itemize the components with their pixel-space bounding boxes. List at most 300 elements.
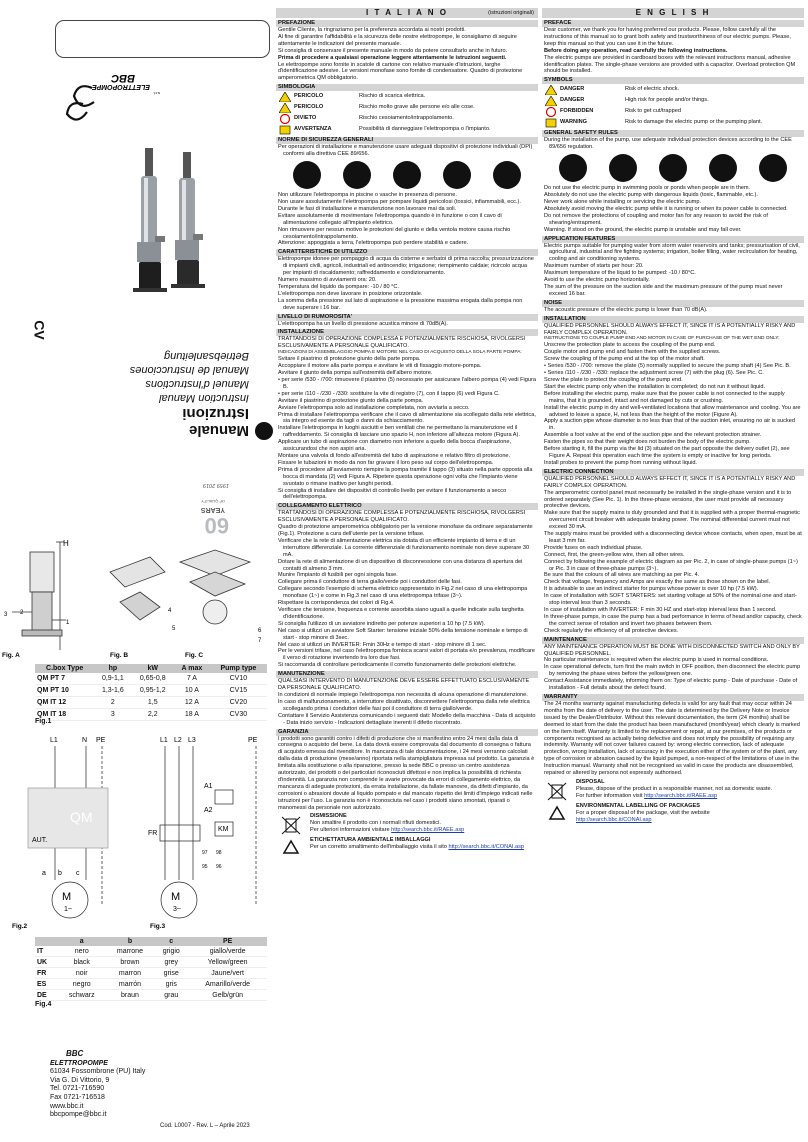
symbol-row (542, 95, 804, 106)
list-item: Avvitare il giunto della pompa sull'estremità dell'albero motore. (278, 370, 433, 377)
w-l1: L1 (50, 737, 58, 744)
cell: 0,9-1,1 (94, 673, 131, 685)
section-title: NOISE (542, 300, 804, 307)
symbol-row (542, 117, 804, 128)
note-text: INSTRUCTIONS TO COUPLE PUMP END AND MOTOR IN CASE OF PURCHASE OF THE WET END ONLY: (544, 336, 780, 342)
section-title: APPLICATION FEATURES (542, 236, 804, 243)
forbidden-icon (545, 107, 557, 117)
cell: 0,65-0,8 (131, 673, 174, 685)
list-item: Check that voltage, frequency and Amps are exactly the same as those shown on the label. (544, 579, 771, 586)
list-item: In case of installation with INVERTER: F min 30 HZ and start-stop interval less than 1 second. (544, 607, 777, 613)
conai-link[interactable]: http://search.bbc.it/CONAI.asp (448, 844, 525, 851)
symbol-label: PERICOLO (294, 93, 324, 100)
list-item: Non utilizzare l'elettropompa in piscine o vasche in presenza di persone. (278, 192, 457, 199)
list-item: Absolutely do not use the electric pump with dangerous liquids (toxic, flammable, etc.). (544, 192, 758, 199)
paragraph: Al fine di garantire l'affidabilità e la sicurezza delle nostre elettropompe, le consigliamo di seguire attentamente le indicazioni del presente manuale. (278, 33, 517, 47)
list-item: Avvitare il piastrino di protezione giunto della parte pompa. (278, 397, 424, 404)
list-item: In case of installation with SOFT STARTERS: set starting voltage at 50% of the nominal one and start-stop interval less than 3 seconds. (544, 593, 797, 607)
cell: QM PT 7 (35, 673, 94, 685)
list-item: Maximum number of starts per hour: 20. (544, 263, 644, 270)
goggles-icon (493, 161, 521, 189)
paragraph: Gentile Cliente, la ringraziamo per la preferenza accordata ai nostri prodotti. (278, 27, 466, 33)
w-b: b (58, 870, 62, 877)
paragraph: Non smaltire il prodotto con i normali rifiuti domestici. (310, 820, 441, 827)
list-item: Si consiglia l'utilizzo di un avviatore indiretto per potenze superiori a 10 hp (7.5 kW). (278, 620, 486, 627)
cell: 10 A (174, 685, 210, 697)
cell: CV10 (210, 673, 267, 685)
gloves-icon (393, 161, 421, 189)
title-main-2: Istruzioni (182, 405, 249, 422)
list-item: Temperatura del liquido da pompare: -10 / 80 °C. (278, 283, 400, 290)
raee-link[interactable]: http://search.bbc.it/RAEE.asp (391, 827, 465, 834)
fig-n3: 3 (4, 612, 8, 618)
paragraph: Quadro di protezione amperometrica obbligatorio per la versione monofase da ordinare separatamente (Fig.1). Protezione a cura dell'utente per la versione trifase. (278, 524, 533, 538)
language-header (542, 8, 804, 18)
list-item: Svitare il piastrino di protezione giunto della parte pompa. (278, 356, 421, 363)
list-item: Screw the plate to protect the coupling of the pump end. (544, 377, 683, 383)
list-item: Fissare le tubazioni in modo da non far gravare il loro peso sul corpo dell'elettropompa. (278, 459, 494, 466)
list-item: L'elettropompa non deve lavorare in posizione orizzontale. (278, 290, 423, 297)
w-a1: A1 (204, 783, 213, 790)
helmet-icon (559, 154, 587, 182)
title-line-de: Betriebsanleitung (163, 350, 249, 362)
list-item: Apply a suction pipe whose diameter is no less than that of the suction inlet, ensuring no air is sucked in. (544, 418, 795, 432)
danger-icon (279, 103, 291, 113)
symbol-label: DIVIETO (294, 115, 317, 122)
symbol-desc: Risk to damage the electric pump or the pumping plant. (625, 119, 763, 126)
ppe-icons (276, 158, 538, 192)
warning-text: ANY MAINTENANCE OPERATION MUST BE DONE WITH DISCONNECTED SWITCH AND ONLY BY QUALIFIED PERSONNEL. (544, 643, 800, 657)
list-item: Per le versioni trifase, nel caso l'elettropompa fornisca scarsi valori di portata e/o prevalenza, modificare il verso di rotazione invertendo tra loro due fasi. (278, 648, 535, 662)
manual-title-block (0, 325, 273, 440)
mask-icon (609, 154, 637, 182)
cell: CV20 (210, 697, 267, 709)
symbol-row (276, 102, 538, 113)
symbol-desc: Rischio cesoiamento/intrappolamento. (359, 115, 454, 122)
symbol-label: DANGER (560, 86, 585, 93)
cell: 2 (94, 697, 131, 709)
cell: Yellow/green (188, 957, 267, 968)
list-item: Before installing the electric pump, make sure that the power cable is not connected to the supply mains, that it is grounded, intact and not damaged by cuts or crushing. (544, 390, 785, 404)
list-item: Install the electric pump in dry and well-ventilated locations that allow maintenance and cooling. You are advised to leave a space, H, not less than the height of the motor (Figure A). (544, 404, 801, 418)
warning-text: QUALIFIED PERSONNEL SHOULD ALWAYS EFFECT IT, SINCE IT IS A POTENTIALLY RISKY AND FAIRLY COMPLEX OPERATION. (544, 322, 796, 336)
company-line: 61034 Fossombrone (PU) Italy (50, 1068, 146, 1076)
list-item: Electric pumps suitable for pumping water from storm water reservoirs and tanks; pressurisation of civil, agricultural, industrial and fire fighting systems; irrigation, boiler filling, water recirculation for heating, cooling and air conditioning systems. (544, 242, 800, 263)
section-title: COLLEGAMENTO ELETTRICO (276, 503, 538, 510)
symbol-desc: Risk to get cut/trapped (625, 108, 681, 115)
paragraph: Per un corretto smaltimento dell'imballaggio visita il sito (310, 844, 447, 851)
anniv-word: YEARS (200, 506, 225, 513)
list-item: Collegare prima il conduttore di terra giallo/verde poi i conduttori delle fasi. (278, 579, 462, 586)
cell: black (58, 957, 106, 968)
cell: UK (35, 957, 58, 968)
cell: Jaune/vert (188, 968, 267, 979)
list-item: Screw the coupling of the pump end at the top of the motor shaft. (544, 356, 705, 363)
list-item: Be sure that the colours of all wires are matching as per Pic. 4. (544, 572, 700, 579)
list-item: Unscrew the protection plate to access the coupling of the pump end. (544, 342, 716, 349)
fig-n2: 2 (20, 610, 24, 616)
w-n: N (82, 737, 88, 744)
list-item: Connect by following the example of electric diagram as per Pic. 2, in case of single-phase pumps (1~) or Pic. 3 in case of three-phase pumps (3~). (544, 558, 798, 572)
w-m3: M (171, 891, 181, 903)
section-title: MANUTENZIONE (276, 671, 538, 678)
list-item: Dotare la rete di alimentazione di un dispositivo di disconnessione con una distanza di apertura dei contatti di almeno 3 mm. (278, 558, 523, 572)
brand-logo (60, 70, 270, 140)
w-c: c (76, 870, 80, 877)
symbol-desc: Rischio di scarica elettrica. (359, 93, 426, 100)
brand-sub: ELETTROPOMPE (92, 83, 150, 90)
cell: giallo/verde (188, 946, 267, 957)
section-title: SIMBOLOGIA (276, 84, 538, 91)
list-item: Fasten the pipes so that their weight does not burden the body of the electric pump. (544, 439, 751, 446)
section-title: PREFACE (542, 20, 804, 27)
cell: QM IT 12 (35, 697, 94, 709)
cell: grise (154, 968, 188, 979)
w-a: a (42, 870, 46, 877)
list-item: Non usare assolutamente l'elettropompa per pompare liquidi pericolosi (tossici, infiammabili, ecc.). (278, 198, 521, 205)
cell: marron (106, 968, 155, 979)
paragraph: I prodotti sono garantiti contro i difetti di produzione che si manifestino entro 24 mesi dalla data di consegna o acquisto del bene. La data dovrà essere comprovata dal documento di consegna o fattura di acquisto emessa dal rivenditore. In mancanza di tale documentazione, i 24 mesi verranno calcolati dalla data di produzione (mese/anno) riportata nella stampigliatura impressa sul prodotto. La garanzia è limitata alla sostituzione o alla riparazione, presso la sede BBC o presso un centro assistenza autorizzato, dei prodotti o dei particolari riconosciuti difettosi e non implica la possibilità di richiesta d'indennità. La garanzia non comprende le avarie provocate da errori di collegamento elettrico, da mancanza di adeguate protezioni, da errata installazione, da fallate manovre, da difetti d'impianto, da corrosioni o abrasioni dovute al liquido pompato e dal mancato rispetto dei limiti d'impiego indicati nelle istruzioni per l'uso. La garanzia non è riconosciuta nel caso i prodotti siano smontati, riparati o manomessi da personale non autorizzato. (278, 735, 535, 811)
company-line[interactable]: bbcpompe@bbc.it (50, 1111, 107, 1119)
electric-warning-icon (545, 85, 557, 95)
cell: negro (58, 979, 106, 990)
list-item: In case operational defects, turn first the main switch in OFF position, then disconnect the electric pump by removing the phase wires before the yellow/green one. (544, 664, 801, 678)
w-l2: L2 (174, 737, 182, 744)
cell: noir (58, 968, 106, 979)
warning-icon (545, 118, 557, 128)
cell: marrone (106, 946, 155, 957)
paragraph: For a proper disposal of the package, visit the website (576, 809, 710, 816)
w-m1: M (62, 891, 72, 903)
table-row (35, 979, 267, 990)
w-km: KM (218, 826, 229, 833)
bin-crossed-icon (546, 781, 568, 801)
company-line: Fax 0721-716518 (50, 1093, 105, 1101)
list-item: Si consiglia di installare dei dispositivi di controllo livello per evitare il funzionamento a secco dell'elettropompa. (278, 487, 507, 501)
color-header: PE (188, 937, 267, 946)
section-title: MAINTENANCE (542, 637, 804, 644)
list-item: Connect, first, the green-yellow wire, then all other wires. (544, 551, 685, 558)
list-item: Couple motor and pump end and fasten them with the supplied screws. (544, 349, 721, 356)
cell: CV15 (210, 685, 267, 697)
spec-header: C.box Type (35, 664, 94, 673)
fig-n5: 5 (172, 626, 176, 632)
title-line-en: Instruction Manual (159, 392, 249, 404)
list-item: Applicare un tubo di aspirazione con diametro non inferiore a quello della bocca d'aspirazione, assicurandosi che non aspiri aria. (278, 439, 512, 453)
list-item: Nel caso si utilizzi un INVERTER: Fmin 30Hz e tempo di start - stop minore di 1 sec. (278, 641, 487, 648)
list-item: L'elettropompa ha un livello di pressione acustica minore di 70dB(A). (278, 320, 448, 327)
w-pe2: PE (248, 737, 258, 744)
cell: 7 A (174, 673, 210, 685)
table-row (35, 697, 267, 709)
cell: 2,2 (131, 709, 174, 721)
language-note: (istruzioni originali) (488, 10, 534, 16)
language-header (276, 8, 538, 18)
list-item: Prima di installare l'elettropompa verificare che il cavo di alimentazione sia scollegato dalla rete elettrica, sia integro ed esente da tagli o danni da schiacciamento. (278, 411, 536, 425)
cell: QM PT 10 (35, 685, 94, 697)
list-item: Install probes to prevent the pump from running without liquid. (544, 459, 697, 466)
disposal-block (276, 813, 538, 835)
model-label: CV (31, 320, 48, 340)
paragraph: The electric pumps are provided in cardboard boxes with the relevant instructions manual, adhesive identification plates. The single-phase versions are provided with a capacitor. Overload protection QM should be installed. (544, 54, 796, 75)
w-pe: PE (96, 737, 106, 744)
spec-header: kW (131, 664, 174, 673)
mask-icon (343, 161, 371, 189)
w-a2: A2 (204, 807, 213, 814)
cell: CV30 (210, 709, 267, 721)
table-row (35, 990, 267, 1001)
symbol-label: PERICOLO (294, 104, 324, 111)
cell: FR (35, 968, 58, 979)
spec-table (35, 664, 267, 721)
section-title: DISPOSAL (576, 778, 605, 785)
list-item: In three-phase pumps, in case the pump has a bad performance in terms of head and/or capacity, check the correct sense of rotation and invert two phases between them. (544, 613, 802, 627)
list-item: Maximum temperature of the liquid to be pumped: -10 / 80°C. (544, 270, 696, 277)
cell: IT (35, 946, 58, 957)
cell: 0,95-1,2 (131, 685, 174, 697)
list-item: • Series /110 - /230 - /330: replace the adjustment screw (7) with the plug (6). See Pic. C. (544, 370, 764, 377)
list-item: Installare l'elettropompa in luoghi asciutti e ben ventilati che ne permettano la manutenzione ed il raffreddamento. Si consiglia di lasciare uno spazio H, non inferiore all'altezza motore (Figura A). (278, 425, 520, 439)
paragraph: For further information visit (576, 792, 643, 799)
fig-n7: 7 (258, 638, 262, 644)
company-line[interactable]: www.bbc.it (50, 1102, 84, 1110)
w-97: 97 (202, 850, 208, 856)
list-item: Do not remove the protections of coupling and motor fan for any reason to avoid the risk of shearing/entrapment. (544, 212, 768, 226)
paragraph: The amperometric control panel must necessarily be installed in the single-phase version and it is to ordered separately (See Pic. 1). In the three-phase versions, the user must provide all necessary protective devices. (544, 489, 792, 510)
cell: brown (106, 957, 155, 968)
table-row (35, 968, 267, 979)
figures-abc (0, 532, 270, 662)
warning-text: QUALIFIED PERSONNEL SHOULD ALWAYS EFFECT IT, SINCE IT IS A POTENTIALLY RISKY AND FAIRLY COMPLEX OPERATION. (544, 475, 796, 489)
section-title: WARRANTY (542, 694, 804, 701)
color-table (35, 937, 267, 1001)
list-item: Never work alone while installing or servicing the electric pump. (544, 198, 702, 205)
section-title: DISMISSIONE (310, 813, 347, 820)
model-box (55, 20, 270, 58)
list-item: Warning. If stood on the ground, the electric pump is unstable and may fall over. (544, 226, 742, 233)
warning-icon (279, 125, 291, 135)
symbol-desc: Rischio molto grave alle persone e/o alle cose. (359, 104, 475, 111)
cell: DE (35, 990, 58, 1001)
boots-icon (443, 161, 471, 189)
list-item: Numero massimo di avviamenti ora: 20. (278, 277, 377, 284)
fig-b-caption: Fig. B (110, 652, 129, 659)
list-item: Start the electric pump only when the installation is completed; do not run it without liquid. (544, 383, 766, 390)
cell: gris (154, 979, 188, 990)
list-item: The supply mains must be provided with a disconnecting device whose contacts, when open, must be at least 3 mm far. (544, 531, 802, 544)
recycle-icon (280, 839, 302, 859)
helmet-icon (293, 161, 321, 189)
list-item: Si raccomanda di controllare periodicamente il corretto funzionamento delle protezioni elettriche. (278, 662, 517, 669)
list-item: Avviare l'elettropompa solo ad installazione completata, non avviarla a secco. (278, 404, 470, 411)
fig-n6: 6 (258, 628, 262, 634)
spec-header: A max (174, 664, 210, 673)
packaging-block (542, 803, 804, 825)
paragraph: Per ulteriori informazioni visitare (310, 827, 390, 834)
section-title: SYMBOLS (542, 77, 804, 84)
cell: ES (35, 979, 58, 990)
table-row (35, 709, 267, 721)
cell: marrón (106, 979, 155, 990)
fig-a-caption: Fig. A (2, 652, 20, 659)
fig1-caption: Fig.1 (35, 718, 52, 725)
cell: schwarz (58, 990, 106, 1001)
list-item: Make sure that the supply mains is duly grounded and that it is supplied with a proper thermal-magnetic overcurrent circuit breaker with adequate braking power. The nominal differential current must not exceed 30 mA. (544, 510, 800, 531)
color-header: a (58, 937, 106, 946)
list-item: Rispettare la corrispondenza dei colori di Fig.4. (278, 600, 395, 607)
forbidden-icon (279, 114, 291, 124)
recycle-icon (546, 805, 568, 825)
paragraph: Before doing any operation, read carefully the following instructions. (544, 47, 728, 54)
list-item: Before starting it, fill the pump via the lid (3) situated on the part opposite the delivery outlet (2), see Figure A. Repeat this operation each time the system is empty or inactive for long periods. (544, 446, 790, 459)
list-item: Verificare che la rete di alimentazione elettrica sia dotata di un efficiente impianto di terra e di un interruttore differenziale. La corrente differenziale di funzionamento nominale non deve superare 30 mA. (278, 537, 530, 558)
section-title: GARANZIA (276, 729, 538, 736)
color-header: c (154, 937, 188, 946)
symbol-label: DANGER (560, 97, 585, 104)
spec-header: hp (94, 664, 131, 673)
list-item: Prima di procedere all'avviamento riempire la pompa tramite il tappo (3) situato nella parte opposta alla bocca di mandata (2) vedi Figura A. Ripetere questa operazione ogni volta che l'impianto viene svuotato o rimane inattivo per lunghi periodi. (278, 466, 533, 487)
conai-link[interactable]: http://search.bbc.it/CONAI.asp (576, 816, 652, 823)
fig-h: H (63, 539, 69, 548)
symbol-label: AVVERTENZA (294, 126, 332, 133)
cell: Amarillo/verde (188, 979, 267, 990)
pump-photo (125, 138, 275, 293)
cell: QM IT 18 (35, 709, 94, 721)
section-title: ETICHETTATURA AMBIENTALE IMBALLAGGI (310, 837, 431, 844)
company-line: Via G. Di Vittorio, 9 (50, 1076, 110, 1084)
brand-suffix: s.r.l. (152, 91, 160, 96)
list-item: • per serie /110 - /230 - /330: sostituire la vite di registro (7), con il tappo (6) vedi Figura C. (278, 390, 500, 397)
spec-header: Pump type (210, 664, 267, 673)
symbol-row (542, 84, 804, 95)
list-item: During the installation of the pump, use adequate individual protection devices according to the CEE 89/656 regulation. (544, 137, 792, 151)
symbol-label: WARNING (560, 119, 588, 126)
fig3-caption: Fig.3 (150, 923, 166, 930)
fig-c-caption: Fig. C (185, 652, 204, 659)
language-title: E N G L I S H (635, 8, 711, 17)
w-95: 95 (202, 864, 208, 870)
w-fr: FR (148, 830, 158, 837)
company-name: BBC (66, 1049, 84, 1058)
section-title: CARATTERISTICHE DI UTILIZZO (276, 249, 538, 256)
list-item: Accoppiare il motore alla parte pompa e avvitare le viti di fissaggio motore-pompa. (278, 363, 482, 370)
cell: grey (154, 957, 188, 968)
list-item: In condizioni di normale impiego l'elettropompa non necessita di alcuna operazione di manutenzione. (278, 691, 528, 698)
w-aut: AUT. (32, 837, 48, 844)
gloves-icon (659, 154, 687, 182)
cell: 18 A (174, 709, 210, 721)
list-item: Munire l'impianto di fusibili per ogni singola fase. (278, 572, 398, 579)
title-main: Manuale (188, 422, 249, 440)
cell: 3 (94, 709, 131, 721)
warning-text: TRATTANDOSI DI OPERAZIONE COMPLESSA E POTENZIALMENTE RISCHIOSA, RIVOLGERSI ESCLUSIVAMENTE A PERSONALE QUALIFICATO. (278, 336, 526, 350)
goggles-icon (759, 154, 787, 182)
symbol-desc: Risk of electric shock. (625, 86, 680, 93)
wrench-icon (255, 422, 273, 440)
language-title: I T A L I A N O (366, 8, 448, 17)
list-item: Do not use the electric pump in swimming pools or ponds when people are in them. (544, 185, 751, 192)
w-m3s: 3~ (173, 906, 181, 913)
cell: grigio (154, 946, 188, 957)
cell: 1,5 (131, 697, 174, 709)
list-item: Evitare assolutamente di movimentare l'elettropompa quando è in funzione o con il cavo di alimentazione collegato all'impianto elettrico. (278, 212, 502, 226)
list-item: It is advisable to use an indirect starter for pumps whose power is over 10 hp (7.5 kW). (544, 586, 759, 593)
paragraph: Prima di procedere a qualsiasi operazione leggere attentamente le istruzioni seguenti. (278, 54, 507, 61)
list-item: Absolutely avoid moving the electric pump while it is running or when its power cable is connected. (544, 205, 788, 212)
list-item: In caso di malfunzionamento, a interruttore disattivato, disconnettere l'elettropompa dalla rete elettrica scollegando prima i conduttori delle fasi poi il conduttore di terra giallo/verde. (278, 698, 530, 712)
cell: Gelb/grün (188, 990, 267, 1001)
warning-text: QUALSIASI INTERVENTO DI MANUTENZIONE DEVE ESSERE EFFETTUATO ESCLUSIVAMENTE DA PERSONALE QUALIFICATO. (278, 678, 530, 692)
paragraph: Dear customer, we thank you for having preferred our products. Please, follow carefully all the instructions of this manual so to grant both safety and trustworthiness of our electric pumps. Please, keep this manual so that you can use it in the future. (544, 27, 791, 47)
section-title: ELECTRIC CONNECTION (542, 469, 804, 476)
english-column (542, 8, 804, 1138)
list-item: The sum of the pressure on the suction side and the maximum pressure of the pump must never exceed 16 bar. (544, 283, 783, 297)
company-sub: ELETTROPOMPE (50, 1059, 108, 1067)
list-item: Per operazioni di installazione e manutenzione usare adeguati dispositivi di protezione individuali (DPI) conformi alla direttiva CEE 89/656. (278, 144, 533, 158)
list-item: Provide fuses on each individual phase. (544, 544, 643, 551)
cell: grau (154, 990, 188, 1001)
electric-warning-icon (279, 92, 291, 102)
symbol-row (542, 106, 804, 117)
raee-link[interactable]: http://search.bbc.it/RAEE.asp (644, 792, 718, 799)
cell: 12 A (174, 697, 210, 709)
note-text: INDICAZIONI DI ASSEMBLAGGIO POMPA E MOTORE NEL CASO DI ACQUISTO DELLA SOLA PARTE POMPA: (278, 350, 522, 356)
symbol-desc: High risk for people and/or things. (625, 97, 709, 104)
cell: 1,3-1,6 (94, 685, 131, 697)
w-l1b: L1 (160, 737, 168, 744)
table-row (35, 957, 267, 968)
list-item: • Series /530 - /700: remove the plate (5) normally supplied to secure the pump shaft (4) See Pic. B. (544, 363, 791, 370)
symbol-row (276, 113, 538, 124)
table-row (35, 673, 267, 685)
company-block (50, 1050, 145, 1120)
fig4-caption: Fig.4 (35, 1001, 52, 1008)
cell: braun (106, 990, 155, 1001)
title-line-es: Manual de Instrucciones (129, 364, 249, 376)
table-row (35, 946, 267, 957)
list-item: • per serie /530 - /700: rimuovere il piastrino (5) necessario per assicurare l'albero pompa (4) vedi Figura B. (278, 377, 536, 390)
section-title: LIVELLO DI RUMOROSITA' (276, 314, 538, 321)
list-item: Durante le fasi di installazione e manutenzione non lavorare mai da soli. (278, 205, 457, 212)
section-title: INSTALLAZIONE (276, 329, 538, 336)
cell: nero (58, 946, 106, 957)
list-item: Collegare secondo l'esempio di schema elettrico rappresentato in Fig.2 nel caso di una elettropompa monofase (1~) e come in Fig.3 nel caso di una elettropompa trifase (3~). (278, 586, 528, 600)
fig2-caption: Fig.2 (12, 923, 28, 930)
w-98: 98 (216, 850, 222, 856)
section-title: PREFAZIONE (276, 20, 538, 27)
italian-column (276, 8, 538, 1138)
ppe-icons (542, 151, 804, 185)
fig-n4: 4 (168, 608, 172, 614)
list-item: Non rimuovere per nessun motivo le protezioni del giunto e della ventola motore causa rischio cesoiamento/intrappolamento. (278, 226, 511, 240)
list-item: Montare una valvola di fondo all'estremità del tubo di aspirazione e relativo filtro di protezione. (278, 452, 511, 459)
color-header-row (35, 937, 267, 946)
list-item: Elettropompe idonee per pompaggio di acqua da cisterne e serbatoi di prima raccolta; pressurizzazione di impianti civili, agricoli, industriali ed antincendio; irrigazione; riempimento caldaie; ricircolo acqua per impianti di riscaldamento; raffreddamento e condizionamento. (278, 256, 534, 277)
cover-panel (0, 0, 270, 1142)
w-l3: L3 (188, 737, 196, 744)
danger-icon (545, 96, 557, 106)
company-line: Tel. 0721-716590 (50, 1085, 105, 1093)
symbol-row (276, 91, 538, 102)
list-item: No particular maintenance is required when the electric pump is used in normal conditions. (544, 657, 769, 664)
symbol-desc: Possibilità di danneggiare l'elettropompa o l'impianto. (359, 126, 491, 133)
fig-n1: 1 (66, 620, 70, 626)
spec-header-row (35, 664, 267, 673)
list-item: La somma della pressione sul lato di aspirazione e la pressione massima erogata dalla pompa non deve superare i 16 bar. (278, 297, 523, 311)
list-item: The acoustic pressure of the electric pump is lower than 70 dB(A). (544, 306, 708, 313)
boots-icon (709, 154, 737, 182)
anniv-tag: OF QUALITY (201, 499, 225, 504)
